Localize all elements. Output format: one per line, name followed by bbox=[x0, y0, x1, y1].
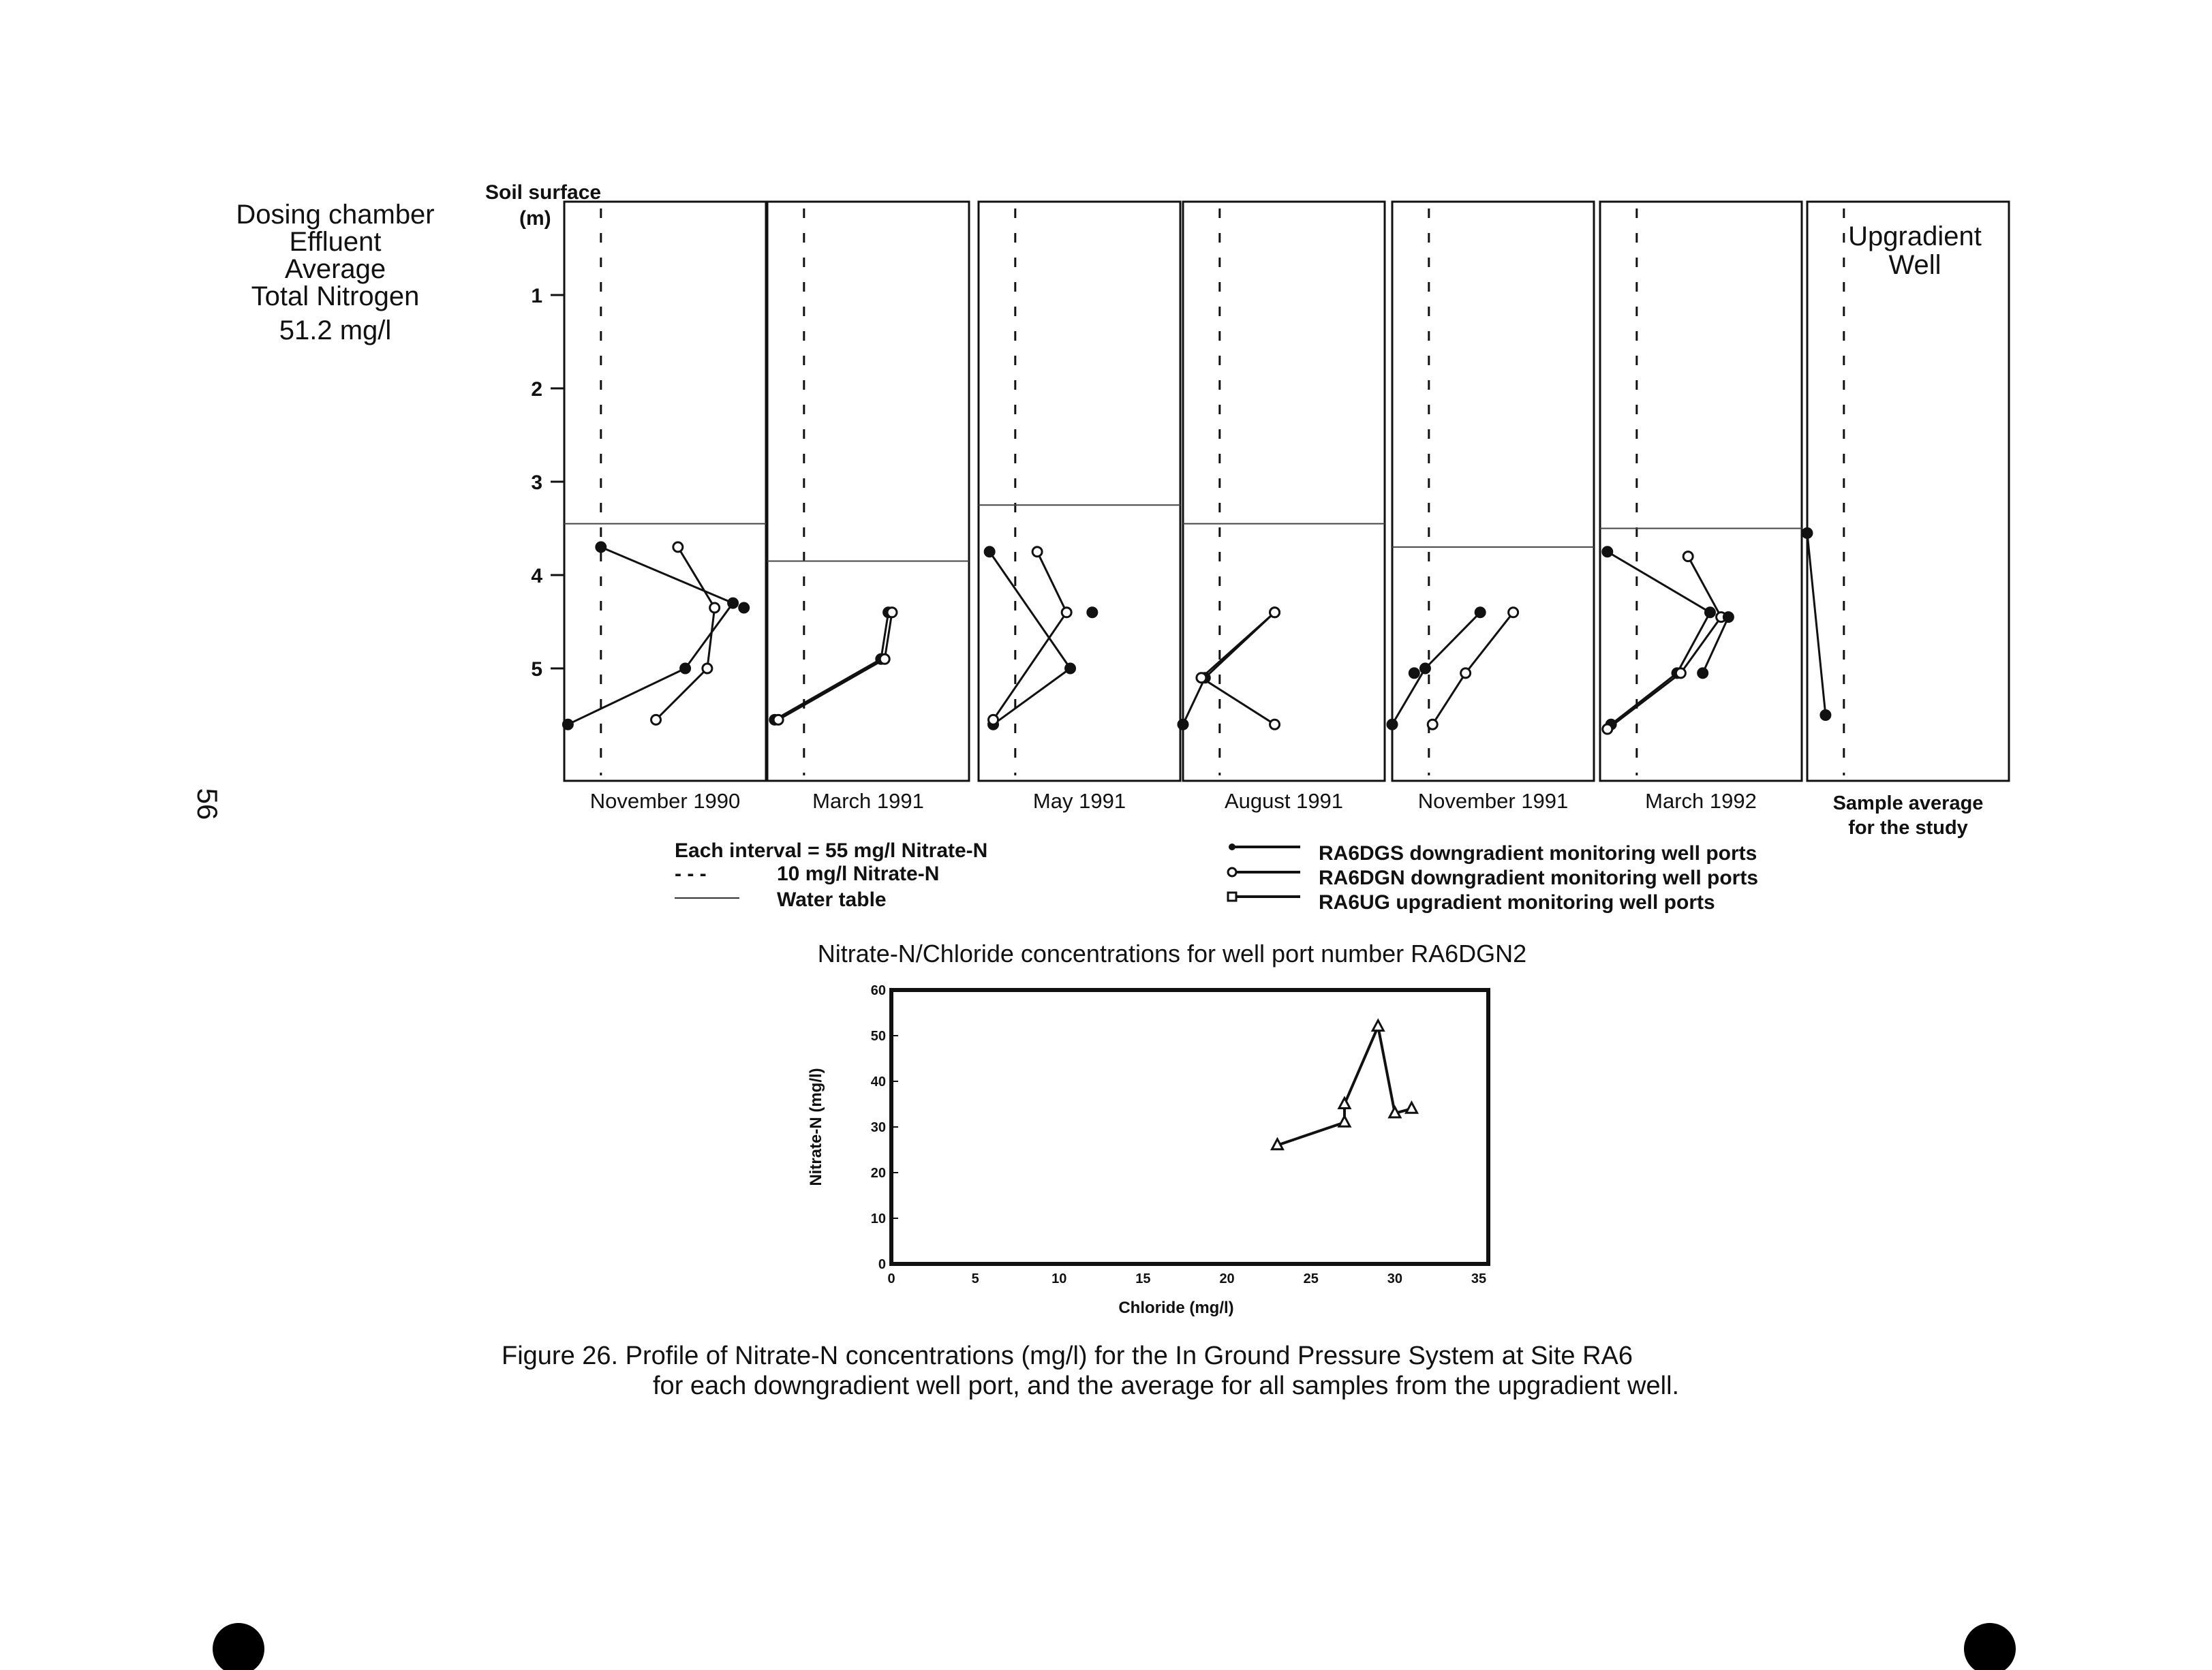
profile-series-3-point-1 bbox=[1409, 668, 1419, 678]
profile-series-2-point-4 bbox=[1603, 724, 1612, 734]
profile-series-3-point-1 bbox=[739, 603, 749, 613]
panel-date-label: May 1991 bbox=[1032, 789, 1126, 813]
scatter-point-3 bbox=[1339, 1098, 1350, 1109]
profile-series-1-point-2 bbox=[1821, 711, 1830, 720]
y-tick-label-10: 10 bbox=[870, 1211, 886, 1226]
profile-series-2-point-2 bbox=[1062, 608, 1071, 617]
profile-series-1-point-1 bbox=[985, 547, 994, 557]
profile-series-1-point-1 bbox=[596, 542, 606, 552]
profile-panel-6 bbox=[1600, 202, 1802, 813]
profile-series-2-point-1 bbox=[673, 542, 683, 552]
profile-series-1-point-1 bbox=[1475, 608, 1485, 617]
legend-interval: Each interval = 55 mg/l Nitrate-N bbox=[675, 839, 988, 862]
legend-series-1 bbox=[1229, 842, 1757, 865]
panel-frame bbox=[1183, 202, 1385, 781]
upgradient-label-line1: Upgradient bbox=[1848, 221, 1982, 251]
profile-panel-3 bbox=[979, 202, 1180, 813]
x-axis-label: Chloride (mg/l) bbox=[1118, 1299, 1234, 1317]
upgradient-label-line2: Well bbox=[1888, 250, 1941, 280]
figure-caption-line2: for each downgradient well port, and the average for all samples from the upgradient well. bbox=[653, 1372, 1680, 1400]
profile-series-1-point-1 bbox=[1603, 547, 1612, 557]
x-tick-label-10: 10 bbox=[1051, 1271, 1067, 1286]
profile-series-2-point-3 bbox=[1676, 668, 1685, 678]
profile-series-1-point-2 bbox=[1420, 664, 1430, 673]
y-tick-label-20: 20 bbox=[870, 1166, 886, 1181]
profile-series-1-line bbox=[1608, 552, 1710, 724]
profile-series-2-point-2 bbox=[1197, 673, 1206, 683]
dosing-label-line3: Average bbox=[284, 254, 386, 284]
scatter-point-2 bbox=[1339, 1116, 1350, 1126]
depth-tick-label-4: 4 bbox=[531, 565, 542, 587]
profile-series-2-point-2 bbox=[1461, 668, 1471, 678]
legend-series-2-marker bbox=[1228, 868, 1236, 876]
scatter-point-5 bbox=[1389, 1107, 1400, 1117]
panel-date-label: August 1991 bbox=[1224, 789, 1344, 813]
profile-series-1-point-4 bbox=[563, 720, 572, 729]
profile-series-2-point-3 bbox=[1428, 720, 1437, 729]
scatter-point-4 bbox=[1372, 1021, 1383, 1031]
profile-series-1-point-1 bbox=[1802, 528, 1812, 538]
scatter-title: Nitrate-N/Chloride concentrations for well port number RA6DGN2 bbox=[817, 940, 1527, 968]
upgradient-sample-label-line2: for the study bbox=[1848, 817, 1968, 839]
profile-series-1-point-2 bbox=[728, 598, 738, 608]
profile-series-1-point-3 bbox=[1387, 720, 1397, 729]
profile-series-2-line bbox=[1201, 613, 1275, 724]
profile-series-1-point-2 bbox=[1066, 664, 1075, 673]
y-axis-label: Nitrate-N (mg/l) bbox=[807, 1068, 825, 1186]
x-tick-label-25: 25 bbox=[1303, 1271, 1319, 1286]
profile-series-2-point-3 bbox=[773, 715, 783, 724]
profile-panel-5 bbox=[1387, 202, 1594, 813]
profile-series-2-line bbox=[1608, 557, 1721, 729]
legend-series-2-label: RA6DGN downgradient monitoring well ports bbox=[1319, 867, 1758, 889]
scatter-point-6 bbox=[1406, 1102, 1417, 1113]
depth-tick-label-3: 3 bbox=[531, 471, 542, 494]
legend-dashed-symbol: - - - bbox=[675, 863, 707, 885]
depth-profile-chart bbox=[531, 202, 2009, 839]
profile-series-1-point-3 bbox=[1178, 720, 1188, 729]
profile-series-1-line bbox=[568, 547, 733, 724]
profile-series-3-point-1 bbox=[1088, 608, 1097, 617]
panel-date-label: November 1990 bbox=[589, 789, 741, 813]
legend-series-2 bbox=[1228, 867, 1758, 889]
profile-panel-7 bbox=[1802, 202, 2009, 839]
panel-frame bbox=[979, 202, 1180, 781]
profile-series-1-line bbox=[1183, 613, 1275, 724]
scatter-point-1 bbox=[1272, 1139, 1282, 1149]
depth-axis-unit: (m) bbox=[519, 207, 551, 230]
y-tick-label-50: 50 bbox=[870, 1029, 886, 1044]
page-number: 56 bbox=[191, 788, 224, 820]
dosing-label-line4: Total Nitrogen bbox=[251, 281, 420, 311]
legend-series-3 bbox=[1228, 891, 1715, 914]
profile-series-2-point-3 bbox=[703, 664, 712, 673]
panel-frame bbox=[767, 202, 969, 781]
profile-series-2-point-3 bbox=[989, 715, 998, 724]
dosing-value: 51.2 mg/l bbox=[279, 315, 392, 345]
panel-frame bbox=[1600, 202, 1802, 781]
profile-series-1-line bbox=[1807, 533, 1826, 715]
profile-panel-1 bbox=[563, 202, 766, 813]
panel-frame bbox=[564, 202, 766, 781]
profile-series-2-point-4 bbox=[651, 715, 661, 724]
profile-series-2-line bbox=[994, 552, 1067, 720]
legend-series-3-marker bbox=[1228, 893, 1236, 901]
profile-series-2-point-1 bbox=[1509, 608, 1518, 617]
profile-series-2-point-3 bbox=[1270, 720, 1280, 729]
panel-frame bbox=[1392, 202, 1594, 781]
profile-series-2-point-1 bbox=[1032, 547, 1042, 557]
profile-panel-4 bbox=[1178, 202, 1385, 813]
x-tick-label-20: 20 bbox=[1219, 1271, 1235, 1286]
y-tick-label-60: 60 bbox=[870, 983, 886, 998]
legend-dashed-label: 10 mg/l Nitrate-N bbox=[777, 863, 940, 885]
profile-series-1-point-3 bbox=[681, 664, 690, 673]
punch-hole-left bbox=[213, 1623, 264, 1670]
profile-series-2-point-1 bbox=[1270, 608, 1280, 617]
profile-series-2-point-2 bbox=[880, 654, 889, 664]
profile-series-2-line bbox=[656, 547, 715, 720]
profile-series-2-line bbox=[1432, 613, 1513, 724]
depth-axis-title: Soil surface bbox=[485, 181, 602, 204]
x-tick-label-30: 30 bbox=[1387, 1271, 1402, 1286]
profile-series-2-line bbox=[778, 613, 892, 720]
legend-series-1-marker bbox=[1229, 844, 1235, 850]
profile-series-3-point-2 bbox=[1698, 668, 1708, 678]
profile-series-1-point-2 bbox=[1705, 608, 1715, 617]
panel-date-label: March 1992 bbox=[1645, 789, 1757, 813]
x-tick-label-35: 35 bbox=[1471, 1271, 1487, 1286]
x-tick-label-0: 0 bbox=[887, 1271, 895, 1286]
y-tick-label-40: 40 bbox=[870, 1074, 886, 1089]
x-tick-label-15: 15 bbox=[1135, 1271, 1151, 1286]
depth-tick-label-1: 1 bbox=[531, 285, 542, 307]
punch-hole-right bbox=[1964, 1623, 2016, 1670]
y-tick-label-30: 30 bbox=[870, 1120, 886, 1135]
profile-series-2-point-1 bbox=[887, 608, 897, 617]
depth-tick-label-5: 5 bbox=[531, 658, 542, 681]
legend-water-table-label: Water table bbox=[777, 888, 887, 911]
profile-series-1-line bbox=[989, 552, 1070, 724]
scatter-frame bbox=[891, 990, 1488, 1264]
panel-frame bbox=[1807, 202, 2009, 781]
panel-date-label: November 1991 bbox=[1417, 789, 1569, 813]
nitrate-chloride-scatter bbox=[807, 983, 1488, 1317]
x-tick-label-5: 5 bbox=[971, 1271, 979, 1286]
profile-panel-2 bbox=[767, 202, 969, 813]
profile-series-2-point-1 bbox=[1683, 552, 1693, 561]
profile-series-2-point-2 bbox=[710, 603, 720, 613]
dosing-label-line2: Effluent bbox=[289, 227, 382, 257]
profile-series-3-point-1 bbox=[1723, 613, 1733, 622]
figure-caption-line1: Figure 26. Profile of Nitrate-N concentrations (mg/l) for the In Ground Pressure System at Site RA6 bbox=[502, 1342, 1633, 1370]
panel-date-label: March 1991 bbox=[812, 789, 924, 813]
upgradient-sample-label-line1: Sample average bbox=[1832, 792, 1984, 814]
dosing-label-line1: Dosing chamber bbox=[236, 200, 435, 230]
y-tick-label-0: 0 bbox=[878, 1257, 886, 1272]
depth-tick-label-2: 2 bbox=[531, 378, 542, 401]
legend-series-1-label: RA6DGS downgradient monitoring well ports bbox=[1319, 842, 1757, 865]
legend-series-3-label: RA6UG upgradient monitoring well ports bbox=[1319, 891, 1715, 914]
